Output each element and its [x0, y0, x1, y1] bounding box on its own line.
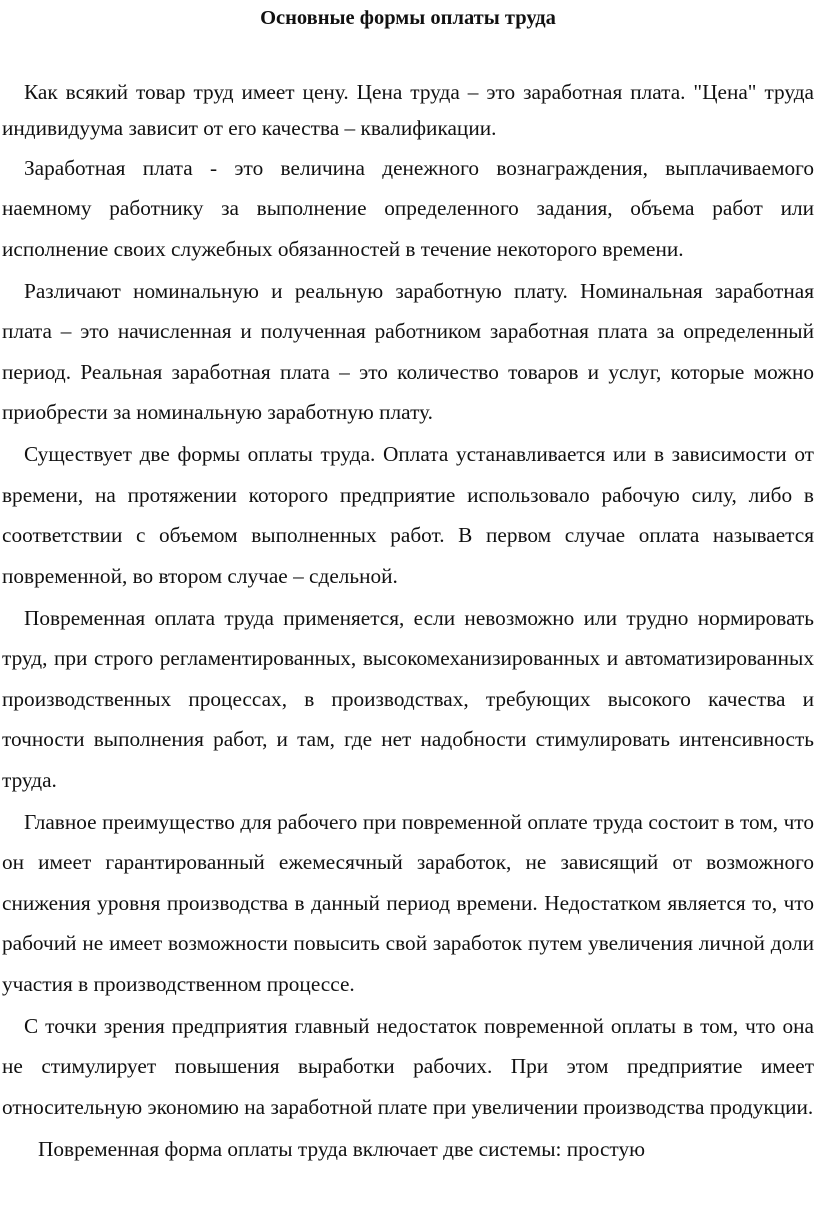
- paragraph-enterprise-drawback: С точки зрения предприятия главный недостаток повременной оплаты в том, что она не стимулирует повышения выработки рабочих. При этом предприятие имеет относительную экономию на заработной плате при увеличении производства продукции.: [2, 1013, 814, 1119]
- paragraph-wage-definition: Заработная плата - это величина денежного вознаграждения, выплачиваемого наемному работнику за выполнение определенного задания, объема работ или исполнение своих служебных обязанностей в течение некоторого времени.: [2, 155, 814, 261]
- paragraph-worker-advantage: Главное преимущество для рабочего при повременной оплате труда состоит в том, что он имеет гарантированный ежемесячный заработок, не зависящий от возможного снижения уровня производства в данный период времени. Недостатком является то, что рабочий не имеет возможности повысить свой заработок путем увеличения личной доли участия в производственном процессе.: [2, 809, 814, 996]
- paragraph-price-of-labor: Как всякий товар труд имеет цену. Цена труда – это заработная плата. "Цена" труда индивидуума зависит от его качества – квалификации.: [2, 80, 814, 140]
- paragraph-time-based-usage: Повременная оплата труда применяется, если невозможно или трудно нормировать труд, при строго регламентированных, высокомеханизированных и автоматизированных производственных процессах, в производствах, требующих высокого качества и точности выполнения работ, и там, где нет надобности стимулировать интенсивность труда.: [2, 605, 814, 792]
- paragraph-nominal-real-wage: Различают номинальную и реальную заработную плату. Номинальная заработная плата – это начисленная и полученная работником заработная плата за определенный период. Реальная заработная плата – это количество товаров и услуг, которые можно приобрести за номинальную заработную плату.: [2, 278, 814, 424]
- paragraph-systems-intro: Повременная форма оплаты труда включает две системы: простую: [38, 1136, 646, 1161]
- document-title: Основные формы оплаты труда: [260, 7, 556, 29]
- paragraph-two-forms: Существует две формы оплаты труда. Оплата устанавливается или в зависимости от времени, на протяжении которого предприятие использовало рабочую силу, либо в соответствии с объемом выполненных работ. В первом случае оплата называется повременной, во втором случае – сдельной.: [2, 442, 814, 588]
- document-body: [2, 74, 814, 1171]
